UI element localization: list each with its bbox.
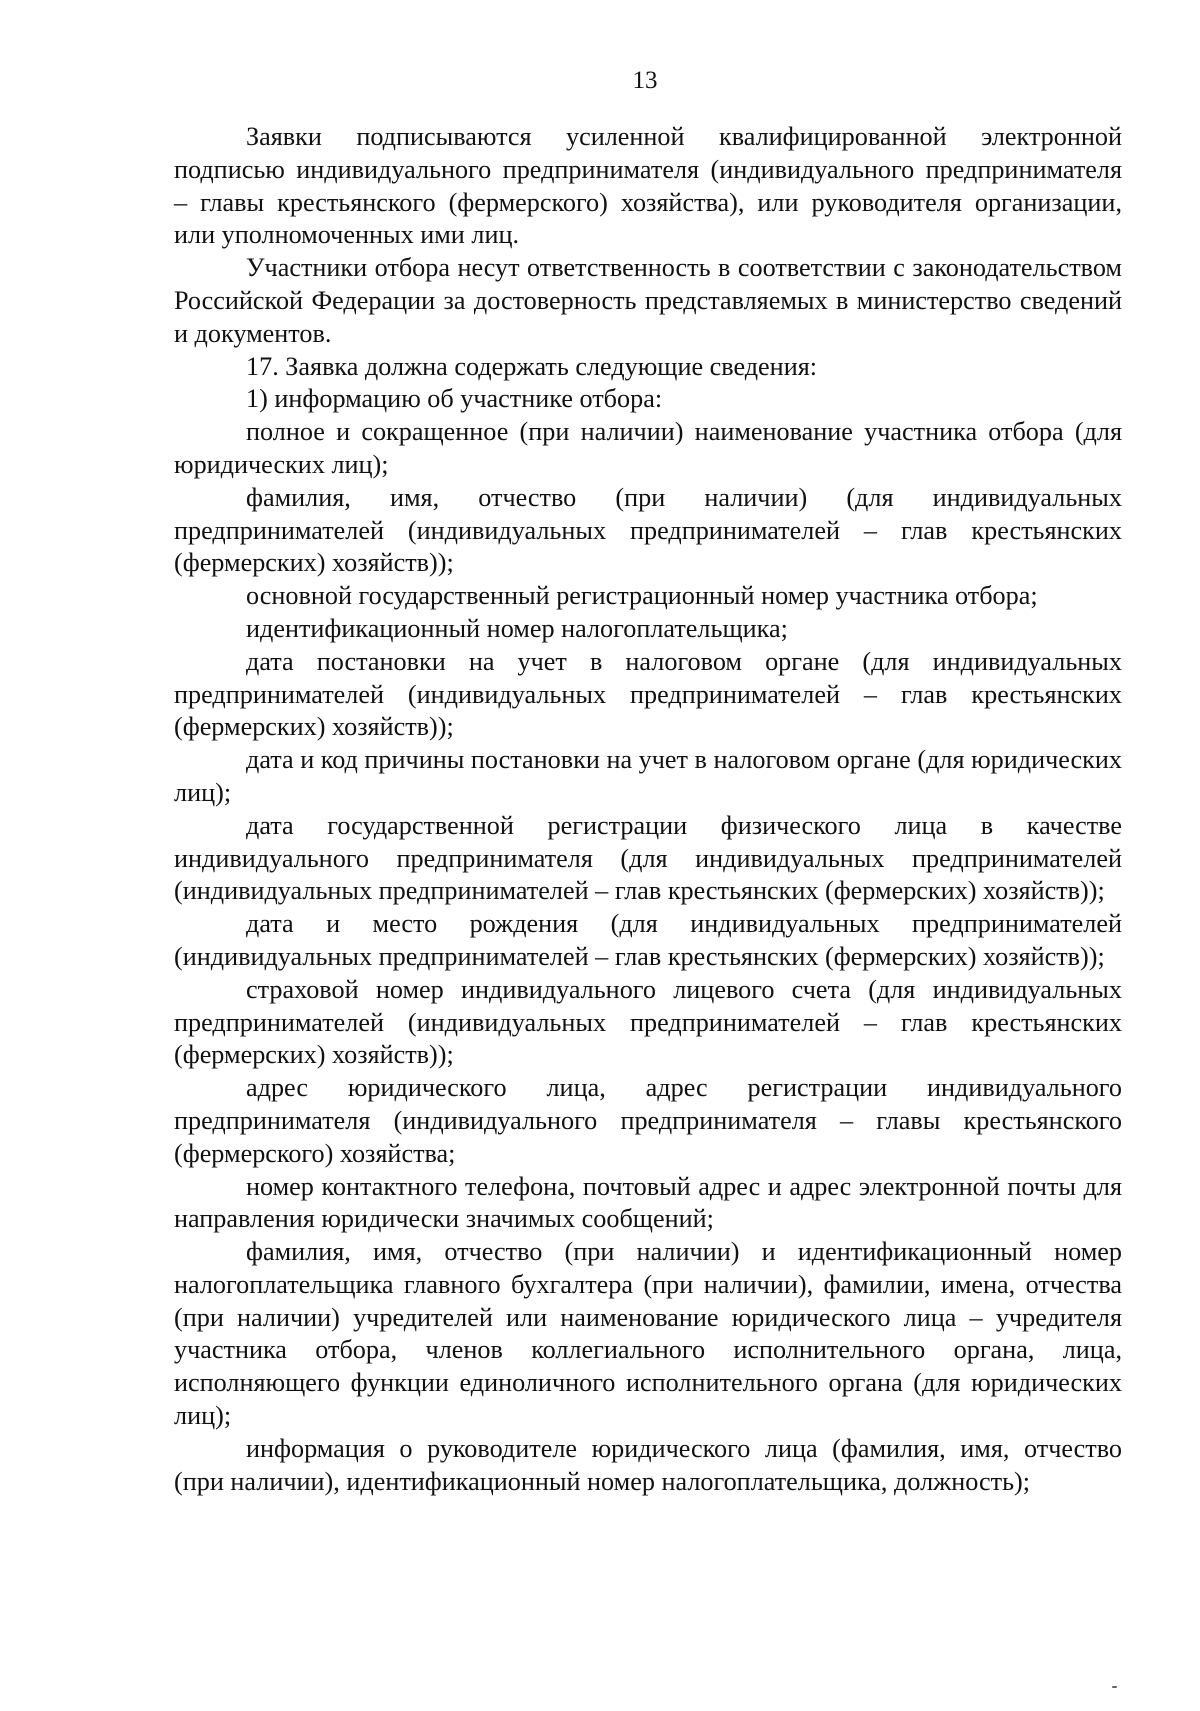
- scan-speck: [1112, 1686, 1117, 1688]
- paragraph: 1) информацию об участнике отбора:: [246, 384, 663, 414]
- page-number: 13: [632, 67, 658, 94]
- paragraph: дата постановки на учет в налоговом органе (для индивидуальных предпринимателей (индивидуальных предпринимателей – глав крестьянских (фермерских) хозяйств));: [174, 646, 1122, 742]
- paragraph: дата государственной регистрации физического лица в качестве индивидуального предпринимателя (для индивидуальных предпринимателей (индивидуальных предпринимателей – глав крестьянских (фермерских) хозяйств));: [174, 810, 1122, 906]
- paragraph: номер контактного телефона, почтовый адрес и адрес электронной почты для направления юридически значимых сообщений;: [174, 1171, 1122, 1234]
- paragraph: дата и место рождения (для индивидуальных предпринимателей (индивидуальных предпринимателей – глав крестьянских (фермерских) хозяйств));: [174, 909, 1122, 971]
- paragraph: фамилия, имя, отчество (при наличии) (для индивидуальных предпринимателей (индивидуальных предпринимателей – глав крестьянских (фермерских) хозяйств));: [174, 482, 1122, 578]
- paragraph: страховой номер индивидуального лицевого счета (для индивидуальных предпринимателей (индивидуальных предпринимателей – глав крестьянских (фермерских) хозяйств));: [174, 974, 1122, 1070]
- paragraph: адрес юридического лица, адрес регистрации индивидуального предпринимателя (индивидуального предпринимателя – главы крестьянского (фермерского) хозяйства;: [174, 1073, 1122, 1168]
- paragraph: идентификационный номер налогоплательщика;: [246, 613, 788, 643]
- paragraph: Участники отбора несут ответственность в соответствии с законодательством Российской Федерации за достоверность представляемых в министерство сведений и документов.: [174, 253, 1122, 348]
- paragraph: основной государственный регистрационный номер участника отбора;: [246, 581, 1038, 611]
- paragraph: фамилия, имя, отчество (при наличии) и идентификационный номер налогоплательщика главного бухгалтера (при наличии), фамилии, имена, отчества (при наличии) учредителей или наименование юридического лица – учредителя участника отбора, членов коллегиального исполнительного органа, лица, исполняющего функции единоличного исполнительного органа (для юридических лиц);: [174, 1237, 1122, 1431]
- paragraph: Заявки подписываются усиленной квалифицированной электронной подписью индивидуального предпринимателя (индивидуального предпринимателя – главы крестьянского (фермерского) хозяйства), или руководителя организации, или уполномоченных ими лиц.: [174, 122, 1122, 250]
- paragraph: полное и сокращенное (при наличии) наименование участника отбора (для юридических лиц);: [174, 417, 1122, 479]
- paragraph: дата и код причины постановки на учет в налоговом органе (для юридических лиц);: [174, 745, 1122, 807]
- document-body: [174, 121, 1122, 1498]
- paragraph: информация о руководителе юридического лица (фамилия, имя, отчество (при наличии), идентификационный номер налогоплательщика, должность);: [174, 1433, 1122, 1496]
- paragraph: 17. Заявка должна содержать следующие сведения:: [246, 351, 818, 381]
